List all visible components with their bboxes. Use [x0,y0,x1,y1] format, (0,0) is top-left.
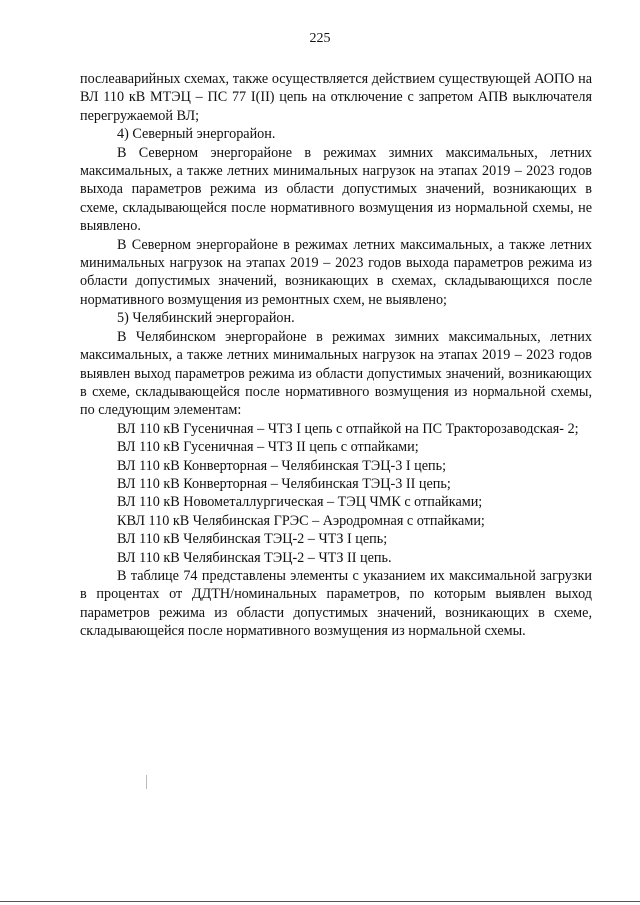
paragraph: послеаварийных схемах, также осуществляется действием существующей АОПО на ВЛ 110 кВ МТЭЦ – ПС 77 I(II) цепь на отключение с запретом АПВ выключателя перегружаемой ВЛ; [80,71,592,124]
paragraph: В Челябинском энергорайоне в режимах зимних максимальных, летних максимальных, а также летних минимальных нагрузок на этапах 2019 – 2023 годов выявлен выход параметров режима из области допустимых значений, возникающих в схеме, складывающейся после нормативного возмущения из нормальной схемы, по следующим элементам: [80,328,592,419]
list-item: ВЛ 110 кВ Гусеничная – ЧТЗ II цепь с отпайками; [117,439,419,456]
document-body [80,70,592,641]
list-item: ВЛ 110 кВ Конверторная – Челябинская ТЭЦ-3 I цепь; [117,457,447,474]
list-item: ВЛ 110 кВ Челябинская ТЭЦ-2 – ЧТЗ II цепь. [117,549,392,566]
list-item: ВЛ 110 кВ Новометаллургическая – ТЭЦ ЧМК с отпайками; [117,494,483,511]
scan-mark [146,775,147,789]
list-item: ВЛ 110 кВ Челябинская ТЭЦ-2 – ЧТЗ I цепь; [117,531,388,548]
paragraph: В Северном энергорайоне в режимах зимних максимальных, летних максимальных, а также летних минимальных нагрузок на этапах 2019 – 2023 годов выхода параметров режима из области допустимых значений, возникающих в схеме, складывающейся после нормативного возмущения из нормальной схемы, не выявлено. [80,144,592,235]
paragraph: В таблице 74 представлены элементы с указанием их максимальной загрузки в процентах от ДДТН/номинальных параметров, по которым выявлен выход параметров режима из области допустимых значений, возникающих в схеме, складывающейся после нормативного возмущения из нормальной схемы. [80,567,592,640]
paragraph: В Северном энергорайоне в режимах летних максимальных, а также летних минимальных нагрузок на этапах 2019 – 2023 годов выхода параметров режима из области допустимых значений, возникающих в схемах, складывающихся после нормативного возмущения из ремонтных схем, не выявлено; [80,236,592,308]
section-heading: 4) Северный энергорайон. [117,126,276,143]
page-bottom-edge [0,901,640,902]
section-heading: 5) Челябинский энергорайон. [117,310,295,327]
list-item: ВЛ 110 кВ Конверторная – Челябинская ТЭЦ-3 II цепь; [117,475,451,492]
page-number: 225 [309,31,331,46]
list-item: ВЛ 110 кВ Гусеничная – ЧТЗ I цепь с отпайкой на ПС Тракторозаводская- 2; [117,420,579,437]
list-item: КВЛ 110 кВ Челябинская ГРЭС – Аэродромная с отпайками; [117,512,485,529]
